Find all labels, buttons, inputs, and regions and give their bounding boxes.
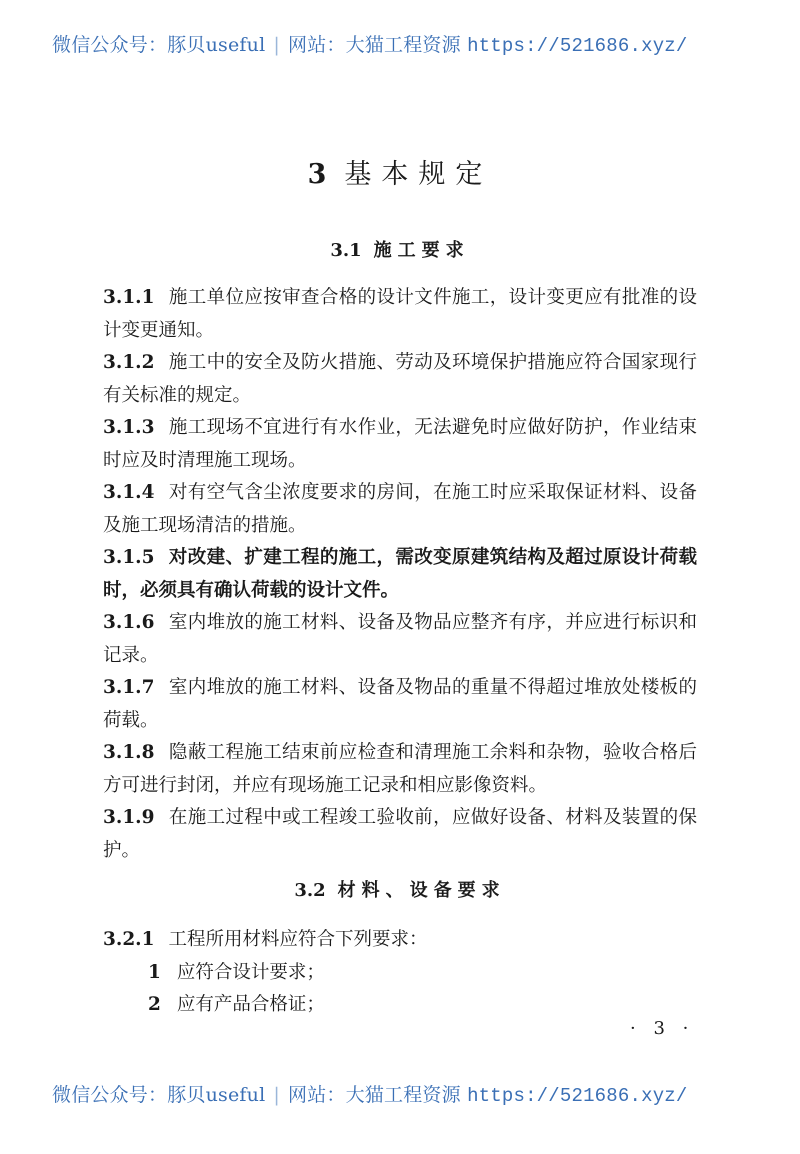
section-number: 3.1 (330, 240, 362, 261)
clause-number: 3.1.5 (103, 547, 155, 568)
section-name: 施工要求 (373, 240, 470, 261)
wechat-label: 微信公众号：豚贝useful (52, 34, 266, 56)
chapter-number: 3 (307, 159, 327, 190)
clause-text: 施工现场不宜进行有水作业，无法避免时应做好防护，作业结束时应及时清理施工现场。 (103, 417, 697, 471)
separator: | (273, 34, 280, 56)
clause-text: 室内堆放的施工材料、设备及物品应整齐有序，并应进行标识和记录。 (103, 612, 697, 666)
item-number: 1 (148, 961, 161, 983)
clause-text: 施工单位应按审查合格的设计文件施工，设计变更应有批准的设计变更通知。 (103, 287, 697, 341)
clause-text: 工程所用材料应符合下列要求： (168, 929, 428, 950)
clause-text: 在施工过程中或工程竣工验收前，应做好设备、材料及装置的保护。 (103, 807, 697, 861)
watermark-header (52, 30, 752, 57)
list-item-2 (103, 989, 697, 1022)
clause-number: 3.1.8 (103, 742, 155, 763)
wechat-label: 微信公众号：豚贝useful (52, 1084, 266, 1106)
clause-number: 3.1.9 (103, 807, 155, 828)
section-name: 材料、设备要求 (337, 880, 506, 901)
clause-number: 3.1.1 (103, 287, 155, 308)
chapter-name: 基本规定 (344, 159, 493, 190)
clause-number: 3.1.7 (103, 677, 155, 698)
site-label: 网站：大猫工程资源 (288, 1084, 461, 1106)
clause-3-1-1 (103, 282, 697, 347)
page-number: · 3 · (630, 1018, 695, 1039)
clause-3-1-7 (103, 672, 697, 737)
clause-3-1-9 (103, 802, 697, 867)
clause-number: 3.1.4 (103, 482, 155, 503)
site-label: 网站：大猫工程资源 (288, 34, 461, 56)
separator: | (273, 1084, 280, 1106)
clause-3-1-4 (103, 477, 697, 542)
section-number: 3.2 (294, 880, 326, 901)
clause-number: 3.1.2 (103, 352, 155, 373)
section-title-3-1 (0, 236, 800, 262)
clause-number: 3.1.3 (103, 417, 155, 438)
clause-text: 对有空气含尘浓度要求的房间，在施工时应采取保证材料、设备及施工现场清洁的措施。 (103, 482, 697, 536)
chapter-title (0, 152, 800, 191)
clause-text: 室内堆放的施工材料、设备及物品的重量不得超过堆放处楼板的荷载。 (103, 677, 697, 731)
clause-number: 3.2.1 (103, 929, 155, 950)
clause-number: 3.1.6 (103, 612, 155, 633)
clause-3-1-6 (103, 607, 697, 672)
section-3-1-clauses (103, 282, 697, 867)
list-item-1 (103, 957, 697, 990)
site-url: https://521686.xyz/ (467, 35, 688, 57)
clause-text: 隐蔽工程施工结束前应检查和清理施工余料和杂物，验收合格后方可进行封闭，并应有现场施工记录和相应影像资料。 (103, 742, 697, 796)
clause-text-mandatory: 对改建、扩建工程的施工，需改变原建筑结构及超过原设计荷载时，必须具有确认荷载的设计文件。 (103, 547, 697, 601)
section-3-2-clauses (103, 924, 697, 1022)
watermark-footer (52, 1080, 752, 1107)
clause-text: 施工中的安全及防火措施、劳动及环境保护措施应符合国家现行有关标准的规定。 (103, 352, 697, 406)
item-number: 2 (148, 994, 161, 1015)
clause-3-1-3 (103, 412, 697, 477)
clause-3-2-1 (103, 924, 697, 957)
section-title-3-2 (0, 876, 800, 902)
site-url: https://521686.xyz/ (467, 1085, 688, 1107)
clause-3-1-2 (103, 347, 697, 412)
item-text: 应符合设计要求； (176, 961, 325, 983)
clause-3-1-5 (103, 542, 697, 607)
item-text: 应有产品合格证； (176, 994, 325, 1015)
clause-3-1-8 (103, 737, 697, 802)
